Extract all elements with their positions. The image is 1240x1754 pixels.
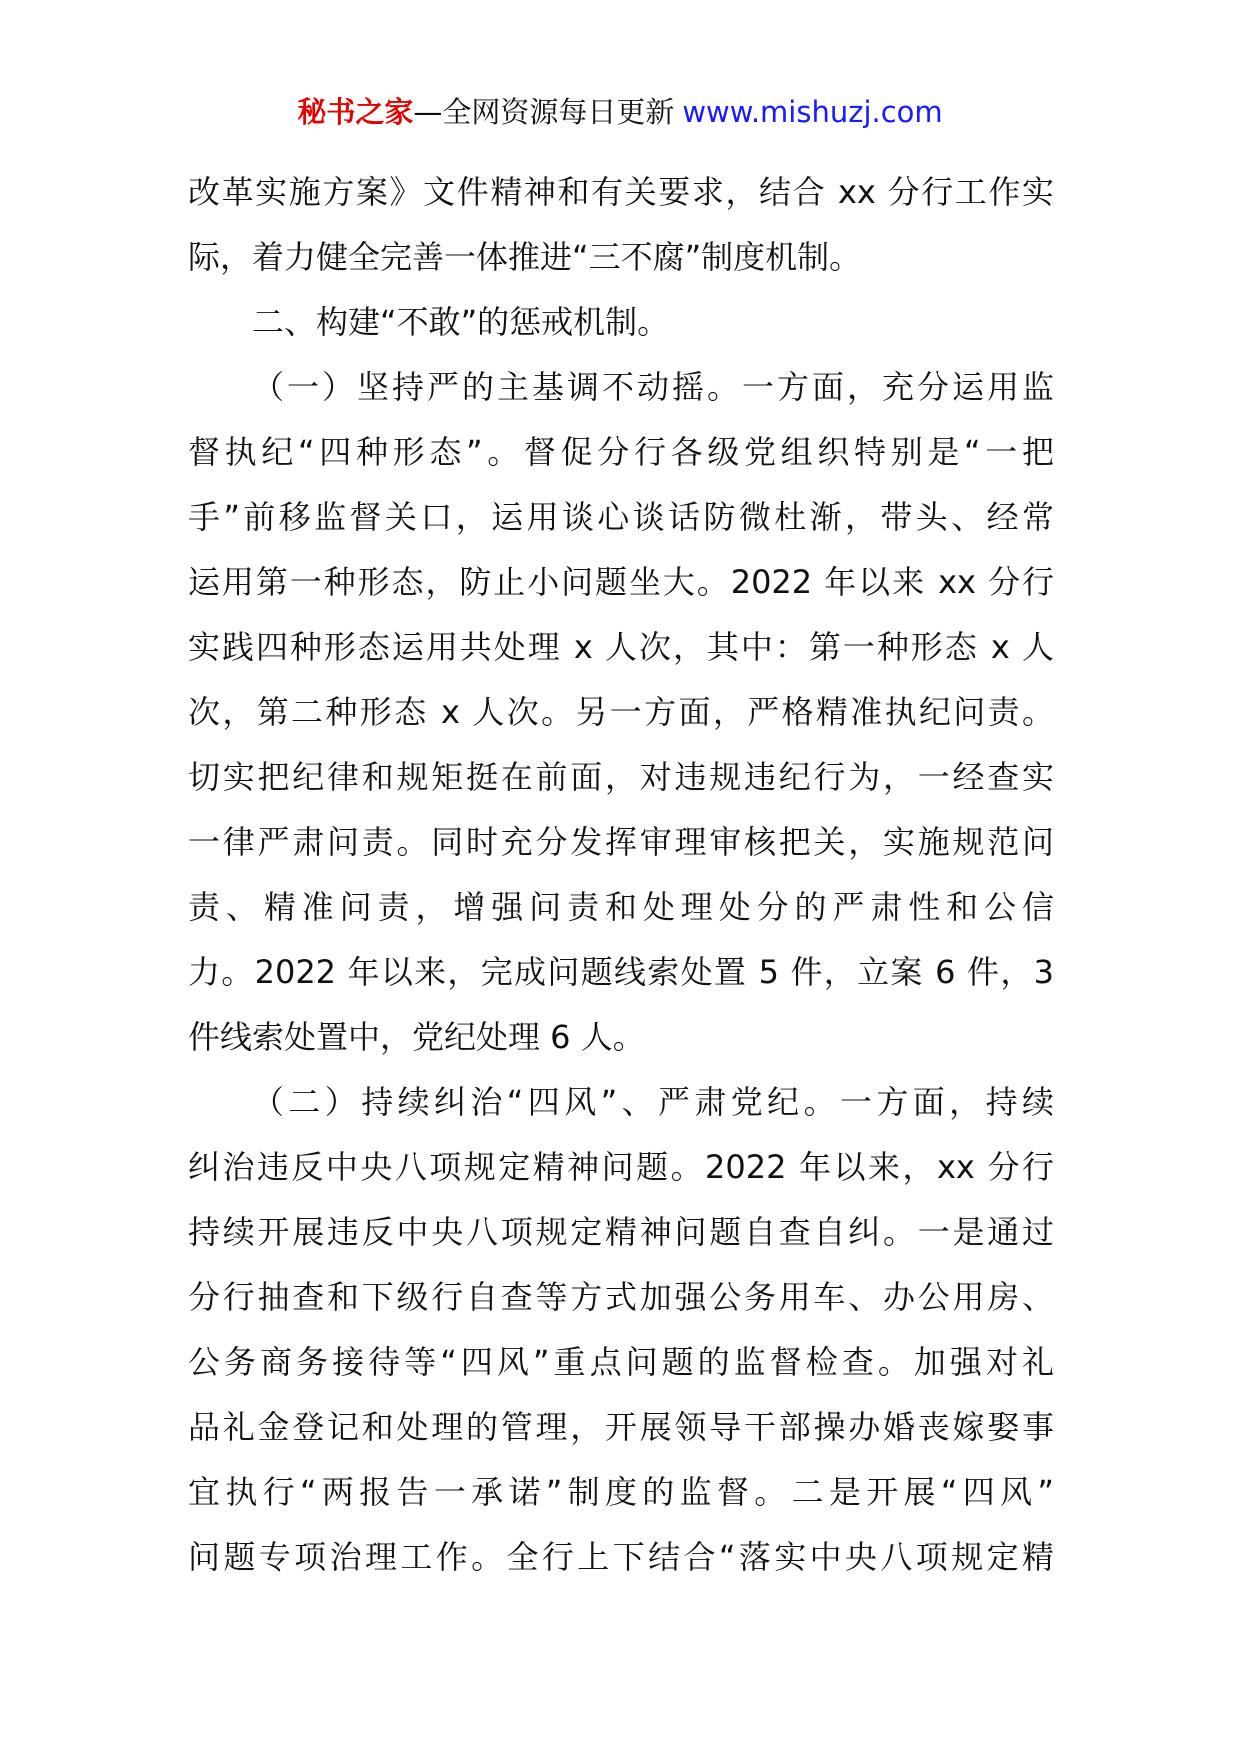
text-line: 件线索处置中，党纪处理 6 人。 — [188, 1018, 645, 1056]
site-url-link[interactable]: www.mishuzj.com — [682, 95, 943, 129]
subsection-heading: （一）坚持严的主基调不动摇。一方面，充分运用监 — [252, 368, 1054, 406]
text-line: 际，着力健全完善一体推进“三不腐”制度机制。 — [188, 238, 862, 276]
text-line: 分行抽查和下级行自查等方式加强公务用车、办公用房、 — [188, 1278, 1054, 1316]
text-line: 问题专项治理工作。全行上下结合“落实中央八项规定精 — [188, 1538, 1054, 1576]
text-line: 责、精准问责，增强问责和处理处分的严肃性和公信 — [188, 888, 1054, 926]
section-heading: 二、构建“不敢”的惩戒机制。 — [252, 303, 670, 341]
text-line: 运用第一种形态，防止小问题坐大。2022 年以来 xx 分行 — [188, 563, 1054, 601]
text-line: 改革实施方案》文件精神和有关要求，结合 xx 分行工作实 — [188, 173, 1054, 211]
subsection-heading: （二）持续纠治“四风”、严肃党纪。一方面，持续 — [252, 1083, 1054, 1121]
site-tagline: —全网资源每日更新 — [413, 95, 675, 129]
text-line: 公务商务接待等“四风”重点问题的监督检查。加强对礼 — [188, 1343, 1054, 1381]
text-line: 手”前移监督关口，运用谈心谈话防微杜渐，带头、经常 — [188, 498, 1054, 536]
text-line: 实践四种形态运用共处理 x 人次，其中：第一种形态 x 人 — [188, 628, 1054, 666]
site-header — [0, 92, 1240, 132]
text-line: 品礼金登记和处理的管理，开展领导干部操办婚丧嫁娶事 — [188, 1408, 1054, 1446]
text-line: 宜执行“两报告一承诺”制度的监督。二是开展“四风” — [188, 1473, 1054, 1511]
site-brand: 秘书之家 — [297, 95, 414, 129]
text-line: 纠治违反中央八项规定精神问题。2022 年以来，xx 分行 — [188, 1148, 1054, 1186]
text-line: 力。2022 年以来，完成问题线索处置 5 件，立案 6 件，3 — [188, 953, 1054, 991]
text-line: 一律严肃问责。同时充分发挥审理审核把关，实施规范问 — [188, 823, 1054, 861]
text-line: 督执纪“四种形态”。督促分行各级党组织特别是“一把 — [188, 433, 1054, 471]
text-line: 次，第二种形态 x 人次。另一方面，严格精准执纪问责。 — [188, 693, 1054, 731]
text-line: 持续开展违反中央八项规定精神问题自查自纠。一是通过 — [188, 1213, 1054, 1251]
text-line: 切实把纪律和规矩挺在前面，对违规违纪行为，一经查实 — [188, 758, 1054, 796]
document-body — [188, 160, 1054, 1590]
